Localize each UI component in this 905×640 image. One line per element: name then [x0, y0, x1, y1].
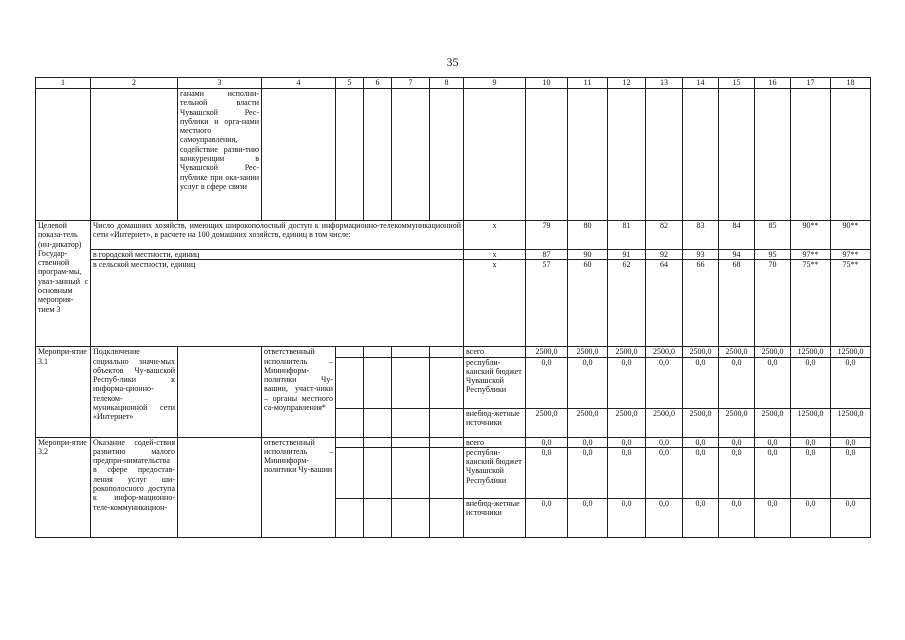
funding-source: республи-канский бюджет Чувашской Республики: [464, 447, 526, 498]
measure-label: Меропри-ятие 3.1: [36, 347, 91, 437]
funding-value: 0,0: [608, 498, 646, 537]
header-cell: 4: [262, 78, 336, 89]
funding-value: 0,0: [526, 498, 568, 537]
measure-name-continued: ганами исполни-тельной власти Чувашской Рес-публики и орга-нами местного самоуправления, содействие разви-тию конкуренции в Чувашской Рес-публике при ока-зании услуг в сфере связи: [178, 89, 262, 221]
indicator-x: х: [464, 260, 526, 347]
funding-value: 2500,0: [526, 408, 568, 437]
indicator-label: Целевой показа-тель (ин-дикатор) Государ-ственной програм-мы, уваз-занный с основным мероприя-тием 3: [36, 221, 91, 347]
funding-value: 0,0: [791, 437, 831, 447]
funding-value: 12500,0: [791, 347, 831, 357]
cell: [392, 357, 430, 408]
indicator-value: 87: [526, 250, 568, 260]
cell: [430, 498, 464, 537]
funding-source: всего: [464, 437, 526, 447]
funding-value: 0,0: [831, 498, 871, 537]
indicator-value: 90: [568, 250, 608, 260]
funding-value: 0,0: [791, 447, 831, 498]
header-cell: 7: [392, 78, 430, 89]
cell: [392, 447, 430, 498]
funding-value: 0,0: [719, 447, 755, 498]
funding-value: 0,0: [683, 498, 719, 537]
funding-value: 12500,0: [831, 408, 871, 437]
funding-value: 2500,0: [683, 408, 719, 437]
indicator-value: 95: [755, 250, 791, 260]
indicator-text: в городской местности, единиц: [91, 250, 464, 260]
funding-value: 2500,0: [755, 408, 791, 437]
measure-name: Оказание содей-ствия развитию малого предпри-нимательства в сфере предостав-ления услуг ши-рокополосного доступа к инфор-мационно-теле-коммуникацион-: [91, 437, 178, 537]
indicator-row: [36, 260, 871, 347]
funding-value: 0,0: [755, 437, 791, 447]
funding-value: 0,0: [791, 498, 831, 537]
funding-value: 2500,0: [568, 408, 608, 437]
cell: [91, 89, 178, 221]
header-cell: 17: [791, 78, 831, 89]
cell: [392, 347, 430, 357]
funding-value: 2500,0: [683, 347, 719, 357]
indicator-value: 81: [608, 221, 646, 250]
cell: [336, 447, 364, 498]
funding-value: 0,0: [683, 447, 719, 498]
indicator-value: 60: [568, 260, 608, 347]
cell: [430, 347, 464, 357]
funding-value: 0,0: [755, 447, 791, 498]
funding-value: 0,0: [683, 357, 719, 408]
funding-value: 0,0: [755, 498, 791, 537]
cell: [430, 357, 464, 408]
funding-source: внебюд-жетные источники: [464, 498, 526, 537]
cell: [178, 437, 262, 537]
header-cell: 13: [646, 78, 683, 89]
indicator-value: 90**: [831, 221, 871, 250]
funding-value: 0,0: [568, 357, 608, 408]
indicator-value: 90**: [791, 221, 831, 250]
funding-source: всего: [464, 347, 526, 357]
indicator-value: 57: [526, 260, 568, 347]
cell: [36, 89, 91, 221]
funding-value: 2500,0: [755, 347, 791, 357]
cell: [336, 498, 364, 537]
funding-value: 0,0: [646, 437, 683, 447]
header-cell: 11: [568, 78, 608, 89]
funding-value: 0,0: [608, 357, 646, 408]
measure-row: [36, 437, 871, 447]
indicator-x: х: [464, 221, 526, 250]
measure-label: Меропри-ятие 3.2: [36, 437, 91, 537]
header-cell: 14: [683, 78, 719, 89]
header-cell: 9: [464, 78, 526, 89]
indicator-value: 66: [683, 260, 719, 347]
funding-value: 2500,0: [646, 347, 683, 357]
indicator-value: 62: [608, 260, 646, 347]
indicator-value: 75**: [791, 260, 831, 347]
funding-value: 0,0: [568, 437, 608, 447]
funding-value: 0,0: [526, 437, 568, 447]
header-cell: 18: [831, 78, 871, 89]
measure-executor: ответственный исполнитель – Мининформ-политики Чу-вашии: [262, 437, 336, 537]
cell: [364, 447, 392, 498]
header-cell: 3: [178, 78, 262, 89]
indicator-value: 84: [719, 221, 755, 250]
indicator-value: 97**: [791, 250, 831, 260]
measure-name: Подключение социально значи-мых объектов Чу-вашской Респуб-лики к информа-ционно-телеком-муникационной сети «Интернет»: [91, 347, 178, 437]
header-cell: 5: [336, 78, 364, 89]
funding-value: 0,0: [831, 437, 871, 447]
indicator-value: 85: [755, 221, 791, 250]
program-table: [35, 77, 871, 538]
indicator-value: 64: [646, 260, 683, 347]
indicator-value: 75**: [831, 260, 871, 347]
funding-value: 0,0: [646, 498, 683, 537]
funding-value: 0,0: [568, 498, 608, 537]
funding-value: 2500,0: [719, 347, 755, 357]
measure-executor: ответственный исполнитель – Мининформ-политики Чу-вашии, участ-ники – органы местного са-моуправления*: [262, 347, 336, 437]
table-body: [36, 78, 871, 538]
funding-value: 0,0: [568, 447, 608, 498]
cell: [336, 347, 364, 357]
cell: [392, 498, 430, 537]
cell: [430, 408, 464, 437]
funding-value: 2500,0: [608, 408, 646, 437]
cell: [364, 347, 392, 357]
cell: [392, 408, 430, 437]
funding-value: 12500,0: [831, 347, 871, 357]
header-cell: 15: [719, 78, 755, 89]
indicator-value: 80: [568, 221, 608, 250]
cell: [336, 357, 364, 408]
indicator-value: 92: [646, 250, 683, 260]
indicator-value: 94: [719, 250, 755, 260]
funding-source: внебюд-жетные источники: [464, 408, 526, 437]
indicator-text: в сельской местности, единиц: [91, 260, 464, 347]
header-cell: 12: [608, 78, 646, 89]
cell: [430, 437, 464, 447]
indicator-value: 93: [683, 250, 719, 260]
cell: [364, 498, 392, 537]
indicator-value: 91: [608, 250, 646, 260]
funding-value: 0,0: [526, 447, 568, 498]
header-cell: 16: [755, 78, 791, 89]
funding-value: 2500,0: [719, 408, 755, 437]
funding-value: 0,0: [608, 437, 646, 447]
funding-value: 0,0: [683, 437, 719, 447]
indicator-row: [36, 221, 871, 250]
cell: [364, 357, 392, 408]
cell: [336, 408, 364, 437]
funding-value: 0,0: [526, 357, 568, 408]
header-cell: 1: [36, 78, 91, 89]
funding-value: 2500,0: [646, 408, 683, 437]
header-cell: 2: [91, 78, 178, 89]
measure-row: [36, 347, 871, 357]
indicator-value: 68: [719, 260, 755, 347]
cell: [178, 347, 262, 437]
funding-value: 0,0: [719, 498, 755, 537]
indicator-text: Число домашних хозяйств, имеющих широкополосный доступ к информационно-телекоммуникационной сети «Интернет», в расчете на 100 домашних хозяйств, единиц в том числе:: [91, 221, 464, 250]
cell: [336, 437, 364, 447]
cell: [364, 408, 392, 437]
indicator-row: [36, 250, 871, 260]
indicator-value: 83: [683, 221, 719, 250]
indicator-value: 82: [646, 221, 683, 250]
funding-value: 0,0: [719, 437, 755, 447]
funding-value: 0,0: [646, 447, 683, 498]
funding-value: 0,0: [719, 357, 755, 408]
funding-value: 0,0: [831, 447, 871, 498]
funding-value: 2500,0: [608, 347, 646, 357]
funding-value: 0,0: [646, 357, 683, 408]
header-cell: 6: [364, 78, 392, 89]
page-number: 35: [446, 55, 459, 69]
table-row: [36, 89, 871, 221]
cell: [392, 437, 430, 447]
funding-value: 0,0: [791, 357, 831, 408]
cell: [430, 447, 464, 498]
funding-value: 0,0: [755, 357, 791, 408]
funding-value: 12500,0: [791, 408, 831, 437]
indicator-x: х: [464, 250, 526, 260]
cell: [364, 437, 392, 447]
indicator-value: 79: [526, 221, 568, 250]
header-cell: 10: [526, 78, 568, 89]
funding-value: 2500,0: [568, 347, 608, 357]
header-row: [36, 78, 871, 89]
indicator-value: 97**: [831, 250, 871, 260]
funding-value: 2500,0: [526, 347, 568, 357]
indicator-value: 70: [755, 260, 791, 347]
funding-value: 0,0: [831, 357, 871, 408]
header-cell: 8: [430, 78, 464, 89]
funding-source: республи-канский бюджет Чувашской Республики: [464, 357, 526, 408]
funding-value: 0,0: [608, 447, 646, 498]
